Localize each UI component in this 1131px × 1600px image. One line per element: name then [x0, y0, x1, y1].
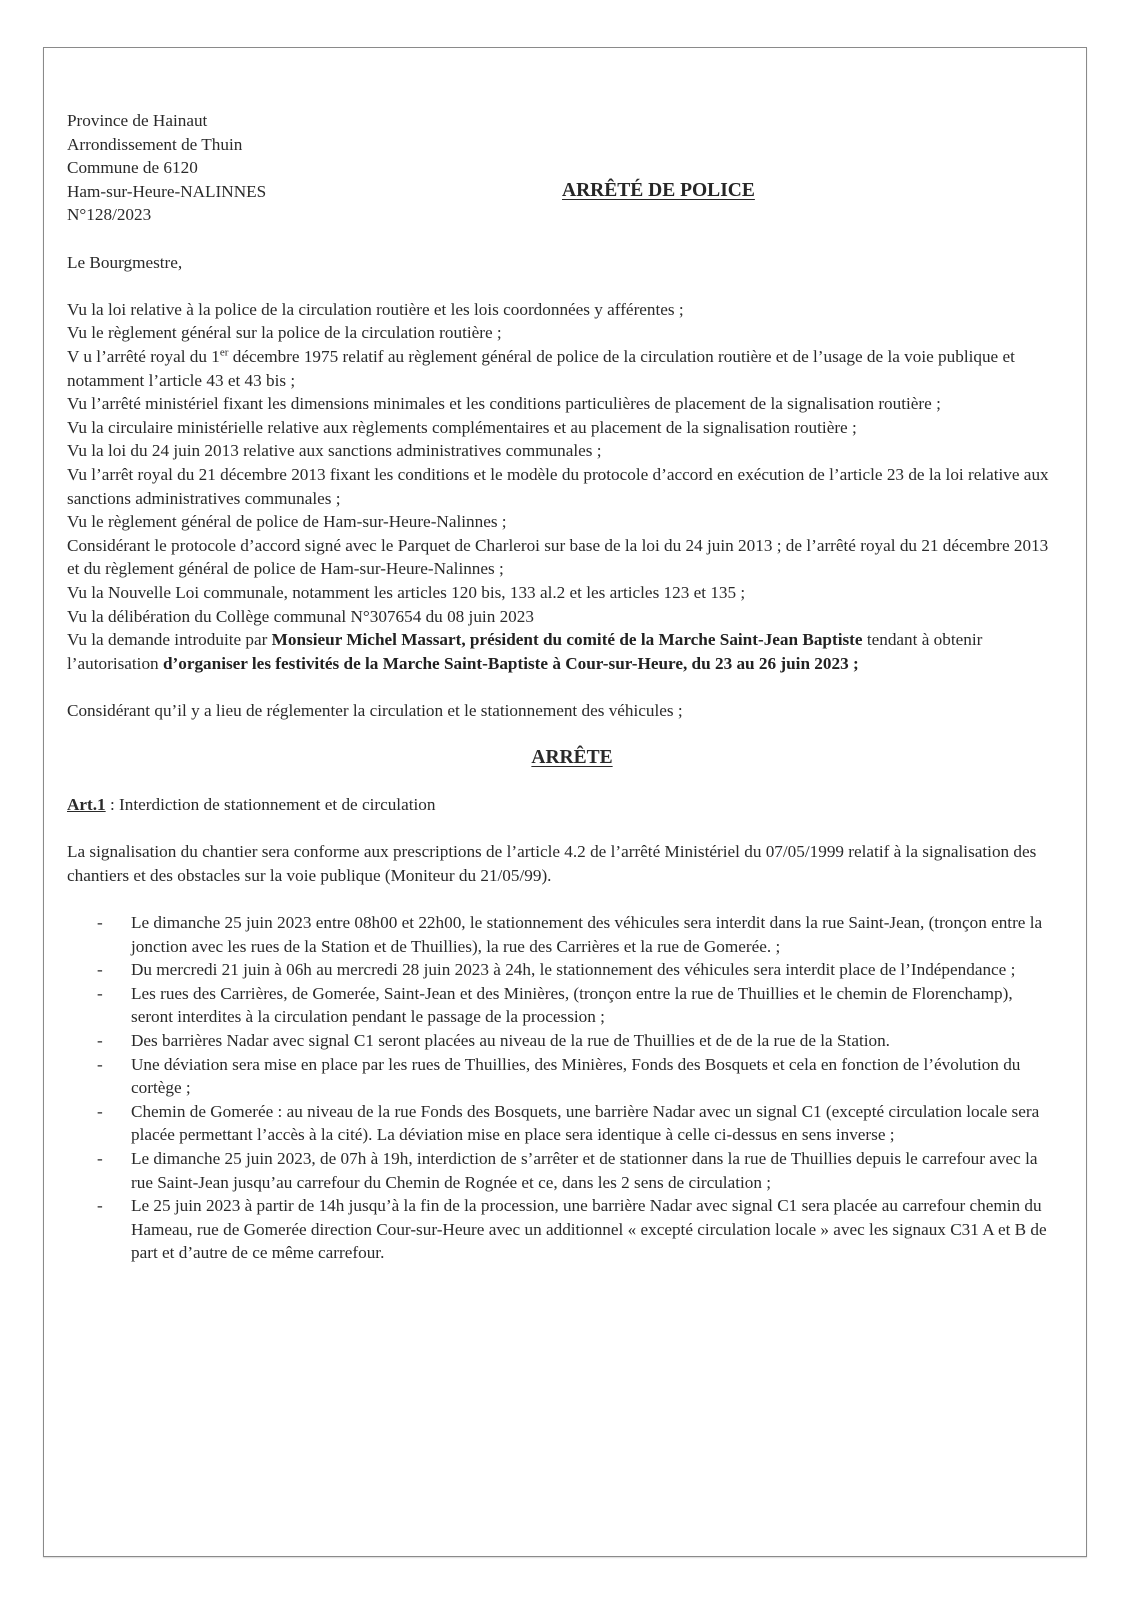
consideration: Vu le règlement général de police de Ham-sur-Heure-Nalinnes ; [67, 512, 507, 532]
request-consideration: Vu la demande introduite par Monsieur Michel Massart, président du comité de la Marche Saint-Jean Baptiste tendant à obtenir l’autorisation d’organiser les festivités de la Marche Saint-Baptiste à Cour-sur-Heure, du 23 au 26 juin 2023 ; [67, 630, 983, 673]
address-municipality: Ham-sur-Heure-NALINNES [67, 181, 267, 201]
dash-bullet-icon: - [97, 960, 103, 980]
list-item: - Une déviation sera mise en place par les rues de Thuillies, des Minières, Fonds des Bosquets et cela en fonction de l’évolution du cortège ; [97, 1054, 1021, 1098]
list-item: - Le dimanche 25 juin 2023 entre 08h00 et 22h00, le stationnement des véhicules sera interdit dans la rue Saint-Jean, (tronçon entre la jonction avec les rues de la Station et de Thuillies), la rue des Carrières et la rue de Gomerée. ; [97, 913, 1043, 956]
address-commune: Commune de 6120 [67, 158, 198, 178]
article-1-list [67, 911, 1057, 1265]
document-header [67, 109, 1057, 227]
address-arrondissement: Arrondissement de Thuin [67, 134, 243, 154]
considerations-block [67, 298, 1057, 723]
article-1-heading [67, 793, 1057, 817]
list-item: - Chemin de Gomerée : au niveau de la rue Fonds des Bosquets, une barrière Nadar avec un signal C1 (excepté circulation locale sera placée permettant l’accès à la cité). La déviation mise en place sera identique à celle ci-dessus en sens inverse ; [97, 1101, 1040, 1145]
address-province: Province de Hainaut [67, 111, 208, 130]
article-title: : Interdiction de stationnement et de circulation [105, 795, 436, 815]
salutation: Le Bourgmestre, [67, 252, 183, 272]
article-number: Art.1 [67, 795, 106, 815]
dash-bullet-icon: - [97, 1196, 103, 1216]
requester-name: Monsieur Michel Massart, président du comité de la Marche Saint-Jean Baptiste [271, 630, 863, 650]
dash-bullet-icon: - [97, 1031, 103, 1050]
request-object: d’organiser les festivités de la Marche Saint-Baptiste à Cour-sur-Heure, du 23 au 26 juin 2023 ; [162, 653, 859, 673]
list-item: - Du mercredi 21 juin à 06h au mercredi 28 juin 2023 à 24h, le stationnement des véhicules sera interdit place de l’Indépendance ; [67, 958, 1057, 982]
dash-bullet-icon: - [97, 1101, 103, 1121]
consideration: Vu l’arrêt royal du 21 décembre 2013 fixant les conditions et le modèle du protocole d’accord en exécution de l’article 23 de la loi relative aux sanctions administratives communales ; [67, 464, 1049, 508]
dash-bullet-icon: - [97, 1054, 103, 1074]
dash-bullet-icon: - [97, 1148, 103, 1168]
list-item: - Des barrières Nadar avec signal C1 seront placées au niveau de la rue de Thuillies et de de la rue de la Station. [67, 1029, 1057, 1053]
list-item: - Le 25 juin 2023 à partir de 14h jusqu’à la fin de la procession, une barrière Nadar avec signal C1 sera placée au carrefour chemin du Hameau, rue de Gomerée direction Cour-sur-Heure avec un additionnel « excepté circulation locale » avec les signaux C31 A et B de part et d’autre de ce même carrefour. [97, 1196, 1047, 1263]
consideration: Vu la Nouvelle Loi communale, notamment les articles 120 bis, 133 al.2 et les articles 123 et 135 ; [67, 582, 746, 602]
consideration: Vu la circulaire ministérielle relative aux règlements complémentaires et au placement de la signalisation routière ; [67, 417, 857, 437]
consideration: Vu la loi relative à la police de la circulation routière et les lois coordonnées y afférentes ; [67, 299, 684, 319]
document-title: ARRÊTÉ DE POLICE [562, 180, 755, 201]
consideration: Vu la délibération du Collège communal N°307654 du 08 juin 2023 [67, 606, 534, 626]
dash-bullet-icon: - [97, 913, 103, 933]
list-item: - Le dimanche 25 juin 2023, de 07h à 19h, interdiction de s’arrêter et de stationner dans la rue de Thuillies depuis le carrefour avec la rue Saint-Jean jusqu’au carrefour du Chemin de Rognée et ce, dans les 2 sens de circulation ; [97, 1148, 1038, 1192]
consideration: Vu l’arrêté ministériel fixant les dimensions minimales et les conditions particulières de placement de la signalisation routière ; [67, 394, 941, 414]
consideration: Considérant qu’il y a lieu de réglementer la circulation et le stationnement des véhicules ; [67, 700, 683, 720]
consideration: Vu la loi du 24 juin 2013 relative aux sanctions administratives communales ; [67, 441, 602, 461]
consideration: Vu le règlement général sur la police de la circulation routière ; [67, 323, 502, 343]
decree-number: N°128/2023 [67, 205, 152, 225]
article-1-intro: La signalisation du chantier sera conforme aux prescriptions de l’article 4.2 de l’arrêté Ministériel du 07/05/1999 relatif à la signalisation des chantiers et des obstacles sur la voie publique (Moniteur du 21/05/99). [67, 842, 1037, 885]
decree-title: ARRÊTE [531, 747, 613, 769]
consideration: V u l’arrêté royal du 1er décembre 1975 relatif au règlement général de police de la circulation routière et de l’usage de la voie publique et notamment l’article 43 et 43 bis ; [67, 346, 1015, 390]
consideration: Considérant le protocole d’accord signé avec le Parquet de Charleroi sur base de la loi du 24 juin 2013 ; de l’arrêté royal du 21 décembre 2013 et du règlement général de police de Ham-sur-Heure-Nalinnes ; [67, 535, 1049, 579]
dash-bullet-icon: - [97, 983, 103, 1003]
document-body [67, 109, 1057, 1265]
issuer-address [67, 109, 1057, 227]
list-item: - Les rues des Carrières, de Gomerée, Saint-Jean et des Minières, (tronçon entre la rue de Thuillies et le chemin de Florenchamp), seront interdites à la circulation pendant le passage de la procession ; [97, 983, 1013, 1027]
